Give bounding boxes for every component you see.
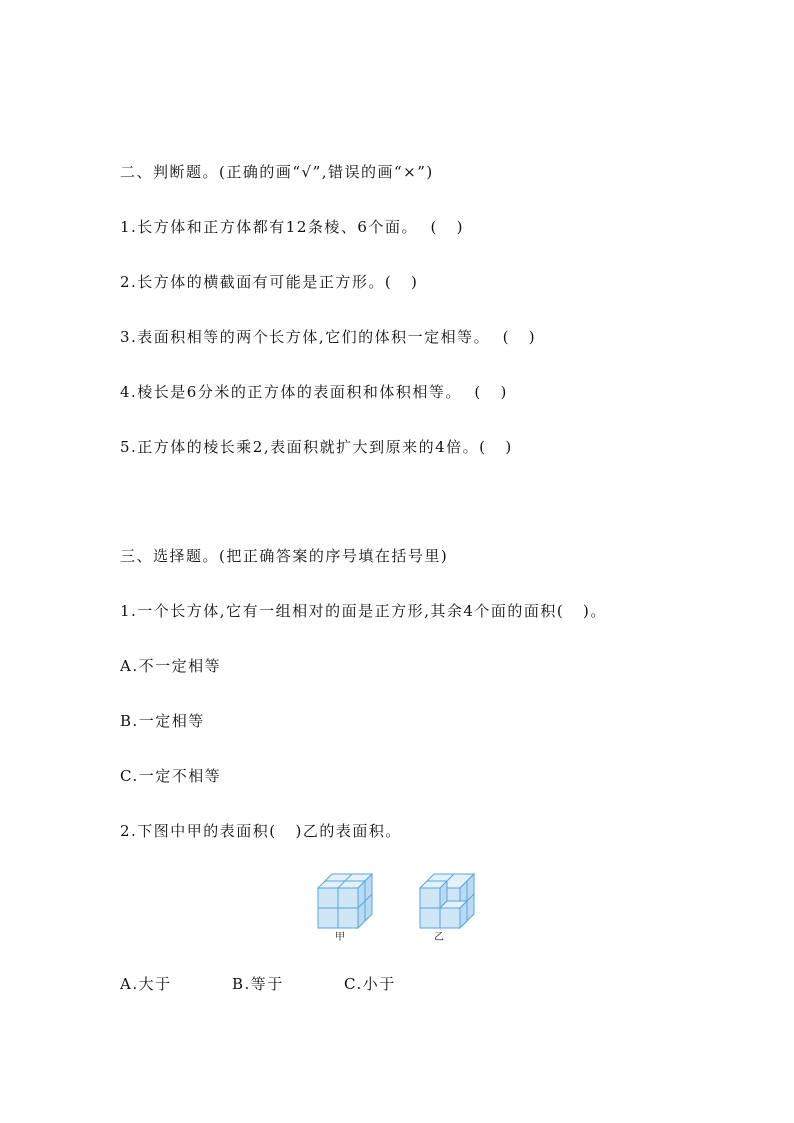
section-3-heading: 三、选择题。(把正确答案的序号填在括号里) bbox=[120, 547, 449, 565]
choice-question-2: 2.下图中甲的表面积( )乙的表面积。 bbox=[120, 822, 402, 840]
choice-question-1: 1.一个长方体,它有一组相对的面是正方形,其余4个面的面积( )。 bbox=[120, 602, 607, 620]
cube-jia bbox=[318, 874, 372, 928]
choice-2-option-c: C.小于 bbox=[344, 975, 396, 993]
cube-yi bbox=[420, 874, 474, 928]
choice-1-option-a: A.不一定相等 bbox=[120, 657, 222, 675]
cube-label-yi: 乙 bbox=[434, 932, 444, 943]
choice-1-option-c: C.一定不相等 bbox=[120, 767, 222, 785]
judgment-item-4: 4.棱长是6分米的正方体的表面积和体积相等。 ( ) bbox=[120, 383, 508, 401]
judgment-item-3: 3.表面积相等的两个长方体,它们的体积一定相等。 ( ) bbox=[120, 328, 537, 346]
choice-1-option-b: B.一定相等 bbox=[120, 712, 205, 730]
judgment-item-5: 5.正方体的棱长乘2,表面积就扩大到原来的4倍。( ) bbox=[120, 438, 513, 456]
choice-2-option-b: B.等于 bbox=[232, 975, 284, 993]
cube-figure bbox=[310, 866, 490, 946]
judgment-item-2: 2.长方体的横截面有可能是正方形。( ) bbox=[120, 273, 419, 291]
judgment-item-1: 1.长方体和正方体都有12条棱、6个面。 ( ) bbox=[120, 218, 464, 236]
cube-diagram bbox=[310, 866, 490, 934]
choice-2-option-a: A.大于 bbox=[120, 975, 172, 993]
cube-label-jia: 甲 bbox=[335, 932, 345, 943]
section-2-heading: 二、判断题。(正确的画“√”,错误的画“×”) bbox=[120, 163, 434, 181]
